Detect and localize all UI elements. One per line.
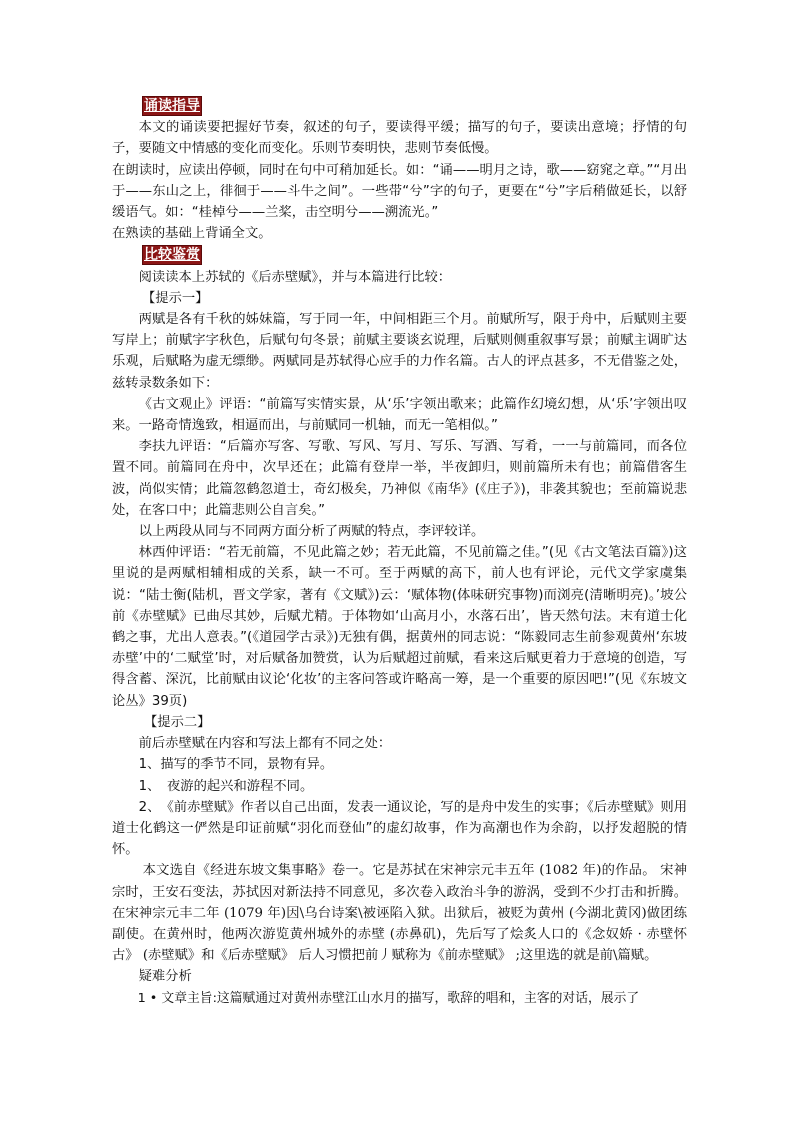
list-item-narrative: 2、 《前赤壁赋》作者以自己出面，发表一通议论，写的是舟中发生的实事；《后赤壁赋》则用道士化鹤这一俨然是印证前赋“羽化而登仙”的虚幻故事，作为高潮也作为余韵，以抒发超脱的情怀。	[112, 799, 687, 858]
heading-difficulty-analysis: 疑难分析	[138, 969, 192, 985]
paragraph-reading-pause: 在朗读时，应读出停顿，同时在句中可稍加延长。如：“诵——明月之诗，歌——窈窕之章。”“月出于——东山之上，徘徊于——斗牛之间”。一些带“兮”字的句子，更要在“兮”字后稍做延长，以舒缓语气。如：“桂棹兮——兰桨，击空明兮——溯流光。”	[112, 162, 687, 221]
section-heading-compare	[112, 245, 687, 266]
paragraph-guwen-guanzhi-comment: 《古文观止》评语：“前篇写实情实景，从‘乐’字领出歌来；此篇作幻境幻想，从‘乐’字领出叹来。一路奇情逸致，相逼而出，与前赋同一机轴，而无一笔相似。”	[112, 396, 687, 434]
paragraph-comparison-summary: 以上两段从同与不同两方面分析了两赋的特点，李评较详。	[138, 524, 485, 540]
paragraph-hint1-overview: 两赋是各有千秋的姊妹篇，写于同一年，中间相距三个月。前赋所写，限于舟中，后赋则主要写岸上；前赋字字秋色，后赋句句冬景；前赋主要谈玄说理，后赋则侧重叙事写景；前赋主调旷达乐观，后赋略为虚无缥缈。两赋同是苏轼得心应手的力作名篇。古人的评点甚多，不无借鉴之处，兹转录数条如下：	[112, 312, 687, 391]
hint-one-label: 【提示一】	[142, 290, 209, 306]
paragraph-lin-xizhong-comment: 林西仲评语：“若无前篇，不见此篇之妙；若无此篇，不见前篇之佳。”(见《古文笔法百篇》)这里说的是两赋相辅相成的关系，缺一不可。至于两赋的高下，前人也有评论，元代文学家虞集说：“陆士衡(陆机，晋文学家，著有《文赋》)云：‘赋体物(体味研究事物)而浏亮(清晰明亮)。’坡公前《赤壁赋》已曲尽其妙，后赋尤精。于体物如‘山高月小，水落石出’，皆天然句法。末有道士化鹤之事，尤出人意表。”(《道园学古录》)无独有偶，据黄州的同志说：“陈毅同志生前参观黄州‘东坡赤壁’中的‘二赋堂’时，对后赋备加赞赏，认为后赋超过前赋，看来这后赋更着力于意境的创造，写得含蓄、深沉，比前赋由议论‘化妆’的主客问答或许略高一筹，是一个重要的原因吧!”(见《东坡文论丛》39页)	[112, 545, 687, 709]
section-heading-reading	[112, 96, 687, 117]
paragraph-hint2-intro: 前后赤壁赋在内容和写法上都有不同之处：	[138, 736, 392, 752]
document-body	[112, 96, 687, 1009]
paragraph-li-fujiu-comment: 李扶九评语：“后篇亦写客、写歌、写风、写月、写乐、写酒、写肴，一一与前篇同，而各位置不同。前篇同在舟中，次早还在；此篇有登岸一举，半夜卸归，则前篇所未有也；前篇借客生波，尚似实情；此篇忽鹤忽道士，奇幻极矣，乃神似《南华》(《庄子》)，非袭其貌也；至前篇说悲处，在客口中；此篇悲则公自言矣。”	[112, 439, 687, 518]
list-item-season: 1、描写的季节不同，景物有异。	[138, 757, 334, 773]
paragraph-compare-intro: 阅读读本上苏轼的《后赤壁赋》，并与本篇进行比较：	[138, 269, 452, 285]
paragraph-reading-rhythm: 本文的诵读要把握好节奏，叙述的句子，要读得平缓；描写的句子，要读出意境；抒情的句子，要随文中情感的变化而变化。乐则节奏明快，悲则节奏低慢。	[112, 120, 687, 157]
paragraph-background: 本文选自《经进东坡文集事略》卷一。它是苏拭在宋神宗元丰五年 (1082 年)的作品。 宋神宗时，王安石变法，苏拭因对新法持不同意见，多次卷入政治斗争的游涡，受到不少打击和折腾。在宋神宗元丰二年 (1079 年)因\乌台诗案\被诬陷入狱。出狱后，被贬为黄州 (今湖北黄冈)做团练副使。在黄州时，他两次游览黄州城外的赤壁 (赤鼻矶)，先后写了烩炙人口的《念奴娇 · 赤壁怀古》 (赤壁赋》和《后赤壁赋》 后人习惯把前丿赋称为《前赤壁赋》 ;这里选的就是前\篇赋。	[112, 863, 687, 964]
paragraph-theme: 1 • 文章主旨:这篇赋通过对黄州赤壁江山水月的描写，歌辞的唱和，主客的对话，展示了	[137, 990, 640, 1006]
heading-reading-guide: 诵读指导	[144, 98, 200, 114]
hint-two-label: 【提示二】	[144, 714, 211, 730]
list-item-night-tour: 1、 夜游的起兴和游程不同。	[138, 778, 314, 794]
heading-comparative-appreciation: 比较鉴赏	[144, 247, 200, 264]
paragraph-reading-recite: 在熟读的基础上背诵全文。	[112, 226, 272, 242]
